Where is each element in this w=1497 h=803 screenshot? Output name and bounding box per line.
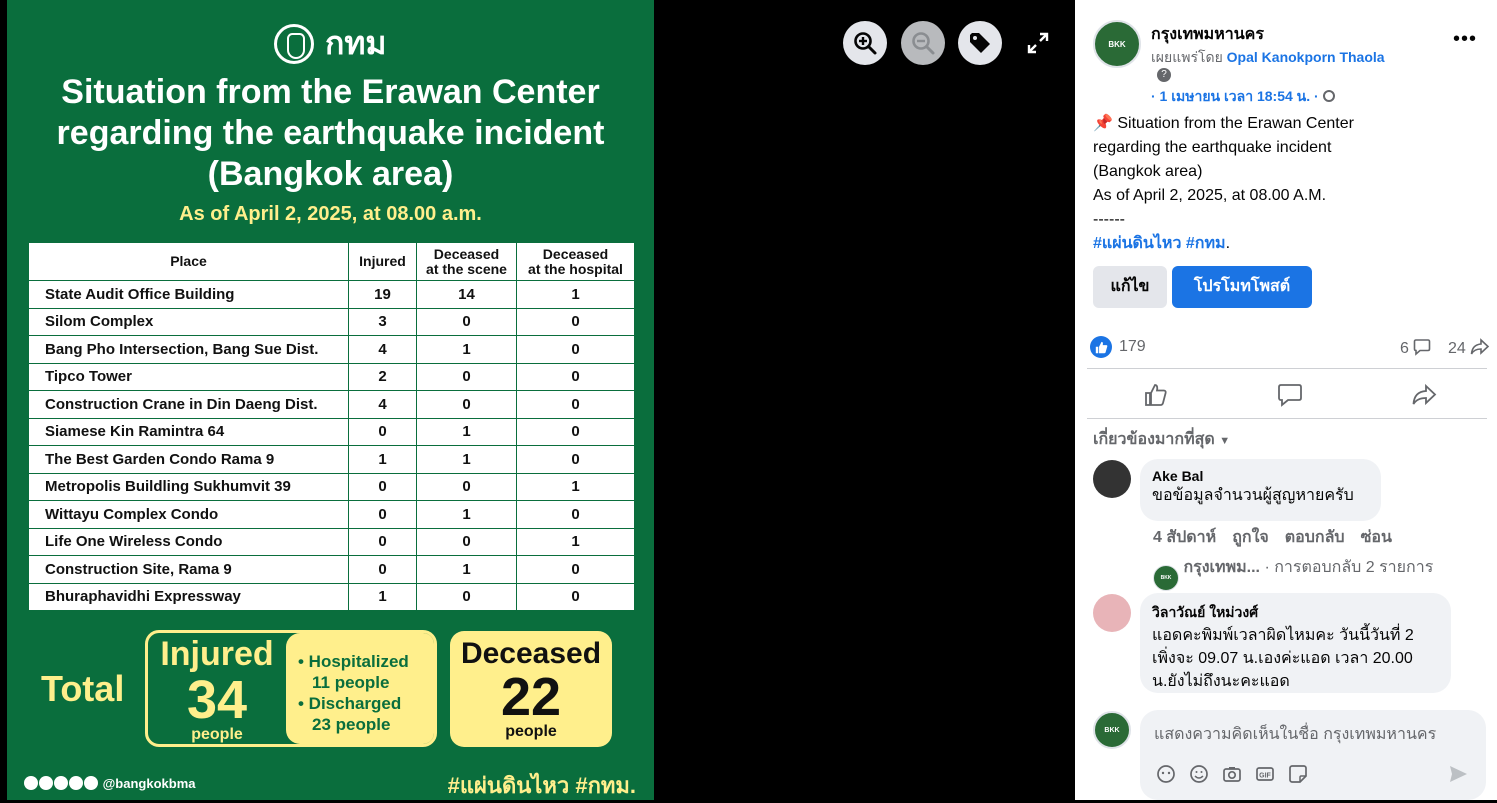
injured-title: Injured bbox=[160, 635, 274, 673]
header-place: Place bbox=[29, 243, 349, 281]
cell-deceased-hospital: 0 bbox=[517, 418, 635, 446]
x-icon bbox=[24, 776, 38, 790]
table-row bbox=[29, 308, 635, 336]
comment-bubble bbox=[1140, 459, 1381, 521]
commenter-name[interactable]: Ake Bal bbox=[1152, 468, 1204, 484]
globe-icon bbox=[1323, 90, 1335, 102]
share-count[interactable]: 24 bbox=[1448, 338, 1490, 358]
edit-button[interactable]: แก้ไข bbox=[1093, 266, 1167, 308]
cell-deceased-scene: 1 bbox=[417, 336, 517, 364]
header-deceased-hospital: Deceased at the hospital bbox=[517, 243, 635, 281]
cell-deceased-scene: 0 bbox=[417, 391, 517, 419]
comment-sort-dropdown[interactable]: เกี่ยวข้องมากที่สุด ▼ bbox=[1093, 431, 1231, 448]
casualty-table bbox=[28, 242, 635, 611]
zoom-in-button[interactable] bbox=[843, 21, 887, 65]
social-handle-text: @bangkokbma bbox=[102, 776, 196, 791]
comment-actions bbox=[1153, 525, 1408, 550]
cell-place: Wittayu Complex Condo bbox=[29, 501, 349, 529]
table-row bbox=[29, 473, 635, 501]
promote-post-button[interactable]: โปรโมทโพสต์ bbox=[1172, 266, 1312, 308]
deceased-total: 22 bbox=[500, 667, 562, 727]
header-injured: Injured bbox=[349, 243, 417, 281]
table-row bbox=[29, 391, 635, 419]
like-button[interactable] bbox=[1143, 382, 1169, 408]
cell-place: Construction Site, Rama 9 bbox=[29, 556, 349, 584]
help-icon[interactable]: ? bbox=[1157, 68, 1171, 82]
svg-text:GIF: GIF bbox=[1259, 772, 1271, 780]
table-row bbox=[29, 418, 635, 446]
injured-unit: people bbox=[191, 726, 243, 743]
cell-deceased-hospital: 0 bbox=[517, 556, 635, 584]
post-text: 📌 Situation from the Erawan Center regarding the earthquake incident (Bangkok area) As of April 2, 2025, at 08.00 A.M. ------ #แผ่นดินไหว #กทม. bbox=[1093, 115, 1354, 252]
cell-place: Bang Pho Intersection, Bang Sue Dist. bbox=[29, 336, 349, 364]
like-count[interactable]: 179 bbox=[1119, 338, 1146, 355]
bma-logo bbox=[7, 18, 654, 69]
poster-image bbox=[7, 0, 654, 800]
comment-icon bbox=[1413, 338, 1431, 356]
table-row bbox=[29, 583, 635, 611]
cell-place: Metropolis Buildling Sukhumvit 39 bbox=[29, 473, 349, 501]
author-link[interactable]: Opal Kanokporn Thaola bbox=[1226, 49, 1385, 65]
cell-injured: 3 bbox=[349, 308, 417, 336]
cell-injured: 1 bbox=[349, 446, 417, 474]
cell-place: Bhuraphavidhi Expressway bbox=[29, 583, 349, 611]
header-deceased-scene: Deceased at the scene bbox=[417, 243, 517, 281]
cell-place: Construction Crane in Din Daeng Dist. bbox=[29, 391, 349, 419]
cell-place: Siamese Kin Ramintra 64 bbox=[29, 418, 349, 446]
table-row bbox=[29, 501, 635, 529]
social-handles bbox=[24, 776, 196, 791]
cell-place: State Audit Office Building bbox=[29, 281, 349, 309]
tiktok-icon bbox=[84, 776, 98, 790]
comment-hide-link[interactable]: ซ่อน bbox=[1360, 529, 1392, 546]
cell-deceased-hospital: 0 bbox=[517, 336, 635, 364]
replies-summary[interactable]: BKK กรุงเทพม... · การตอบกลับ 2 รายการ bbox=[1153, 555, 1433, 591]
like-reaction-icon[interactable] bbox=[1090, 336, 1112, 358]
page-avatar[interactable]: BKK bbox=[1093, 20, 1141, 68]
cell-deceased-hospital: 0 bbox=[517, 391, 635, 419]
cell-deceased-scene: 1 bbox=[417, 418, 517, 446]
cell-deceased-scene: 0 bbox=[417, 583, 517, 611]
cell-place: Tipco Tower bbox=[29, 363, 349, 391]
cell-deceased-scene: 1 bbox=[417, 446, 517, 474]
cell-deceased-hospital: 0 bbox=[517, 501, 635, 529]
comment-text: แอดคะพิมพ์เวลาผิดไหมคะ วันนี้วันที่ 2 เพิ่งจะ 09.07 น.เองค่ะแอด เวลา 20.00 น.ยังไม่ถึงนะคะแอด bbox=[1152, 627, 1414, 690]
cell-deceased-scene: 1 bbox=[417, 501, 517, 529]
cell-deceased-scene: 0 bbox=[417, 528, 517, 556]
post-hashtags[interactable]: #แผ่นดินไหว #กทม bbox=[1093, 235, 1226, 252]
tag-icon bbox=[967, 30, 993, 56]
cell-place: The Best Garden Condo Rama 9 bbox=[29, 446, 349, 474]
zoom-out-button[interactable] bbox=[901, 21, 945, 65]
table-row bbox=[29, 556, 635, 584]
sticker-icon[interactable] bbox=[1288, 764, 1308, 784]
comment-reply-link[interactable]: ตอบกลับ bbox=[1284, 529, 1345, 546]
table-header-row bbox=[29, 243, 635, 281]
instagram-icon bbox=[69, 776, 83, 790]
cell-injured: 0 bbox=[349, 501, 417, 529]
logo-text: กทม bbox=[324, 25, 387, 61]
poster-hashtags: #แผ่นดินไหว #กทม. bbox=[447, 773, 636, 798]
comment-composer[interactable] bbox=[1140, 710, 1486, 800]
youtube-icon bbox=[54, 776, 68, 790]
cell-deceased-scene: 0 bbox=[417, 473, 517, 501]
cell-injured: 4 bbox=[349, 336, 417, 364]
camera-icon[interactable] bbox=[1222, 764, 1242, 784]
cell-deceased-hospital: 0 bbox=[517, 308, 635, 336]
cell-deceased-hospital: 1 bbox=[517, 473, 635, 501]
deceased-title: Deceased bbox=[460, 637, 602, 670]
page-name[interactable]: กรุงเทพมหานคร bbox=[1151, 26, 1264, 43]
cell-injured: 4 bbox=[349, 391, 417, 419]
send-icon[interactable] bbox=[1448, 764, 1468, 784]
comment-text: ขอข้อมูลจำนวนผู้สูญหายครับ bbox=[1152, 487, 1354, 504]
comment-count[interactable]: 6 bbox=[1400, 338, 1431, 358]
total-label: Total bbox=[41, 668, 125, 709]
cell-place: Life One Wireless Condo bbox=[29, 528, 349, 556]
facebook-icon bbox=[39, 776, 53, 790]
share-button[interactable] bbox=[1411, 382, 1437, 408]
cell-injured: 0 bbox=[349, 528, 417, 556]
zoom-in-icon bbox=[852, 30, 878, 56]
comment-input[interactable]: แสดงความคิดเห็นในชื่อ กรุงเทพมหานคร bbox=[1154, 726, 1437, 743]
zoom-out-icon bbox=[910, 30, 936, 56]
comment-button[interactable] bbox=[1277, 382, 1303, 408]
divider bbox=[1087, 418, 1487, 419]
byline: เผยแพร่โดย Opal Kanokporn Thaola bbox=[1151, 49, 1385, 65]
commenter-avatar[interactable] bbox=[1093, 594, 1131, 632]
cell-deceased-hospital: 0 bbox=[517, 363, 635, 391]
deceased-total-box bbox=[450, 631, 612, 747]
cell-injured: 0 bbox=[349, 418, 417, 446]
injured-total-box bbox=[145, 630, 437, 747]
chevron-down-icon: ▼ bbox=[1219, 435, 1231, 447]
cell-deceased-scene: 0 bbox=[417, 308, 517, 336]
reply-avatar: BKK bbox=[1153, 565, 1179, 591]
comment-bubble bbox=[1140, 593, 1451, 693]
cell-injured: 1 bbox=[349, 583, 417, 611]
cell-deceased-scene: 0 bbox=[417, 363, 517, 391]
post-time[interactable]: · 1 เมษายน เวลา 18:54 น. · bbox=[1151, 86, 1335, 108]
gif-icon[interactable] bbox=[1255, 764, 1275, 784]
more-options-icon[interactable]: ••• bbox=[1453, 28, 1478, 50]
cell-deceased-scene: 1 bbox=[417, 556, 517, 584]
cell-deceased-hospital: 0 bbox=[517, 446, 635, 474]
cell-injured: 0 bbox=[349, 473, 417, 501]
tag-photo-button[interactable] bbox=[958, 21, 1002, 65]
cell-injured: 2 bbox=[349, 363, 417, 391]
cell-deceased-scene: 14 bbox=[417, 281, 517, 309]
injured-breakdown: • Hospitalized 11 people • Discharged 23 people bbox=[286, 633, 436, 744]
cell-deceased-hospital: 0 bbox=[517, 583, 635, 611]
emoji-icon[interactable] bbox=[1189, 764, 1209, 784]
deceased-unit: people bbox=[505, 723, 557, 740]
commenter-avatar[interactable] bbox=[1093, 460, 1131, 498]
cell-injured: 0 bbox=[349, 556, 417, 584]
post-panel bbox=[1075, 0, 1497, 800]
cell-deceased-hospital: 1 bbox=[517, 281, 635, 309]
composer-avatar[interactable]: BKK bbox=[1093, 711, 1131, 749]
comment-time[interactable]: 4 สัปดาห์ bbox=[1153, 529, 1217, 546]
cell-place: Silom Complex bbox=[29, 308, 349, 336]
table-row bbox=[29, 446, 635, 474]
divider bbox=[1087, 368, 1487, 369]
cell-injured: 19 bbox=[349, 281, 417, 309]
share-icon bbox=[1470, 338, 1490, 356]
injured-total: 34 bbox=[186, 670, 248, 730]
commenter-name[interactable]: วิลาวัณย์ ใหม่วงศ์ bbox=[1152, 604, 1259, 620]
table-row bbox=[29, 336, 635, 364]
avatar-sticker-icon[interactable] bbox=[1156, 764, 1176, 784]
fullscreen-icon[interactable] bbox=[1026, 31, 1050, 55]
comment-like-link[interactable]: ถูกใจ bbox=[1232, 529, 1269, 546]
table-row bbox=[29, 528, 635, 556]
bma-seal-icon bbox=[274, 24, 314, 64]
poster-date: As of April 2, 2025, at 08.00 a.m. bbox=[179, 203, 482, 225]
table-row bbox=[29, 281, 635, 309]
cell-deceased-hospital: 1 bbox=[517, 528, 635, 556]
table-row bbox=[29, 363, 635, 391]
poster-title: Situation from the Erawan Center regarding the earthquake incident (Bangkok area) bbox=[56, 73, 605, 193]
